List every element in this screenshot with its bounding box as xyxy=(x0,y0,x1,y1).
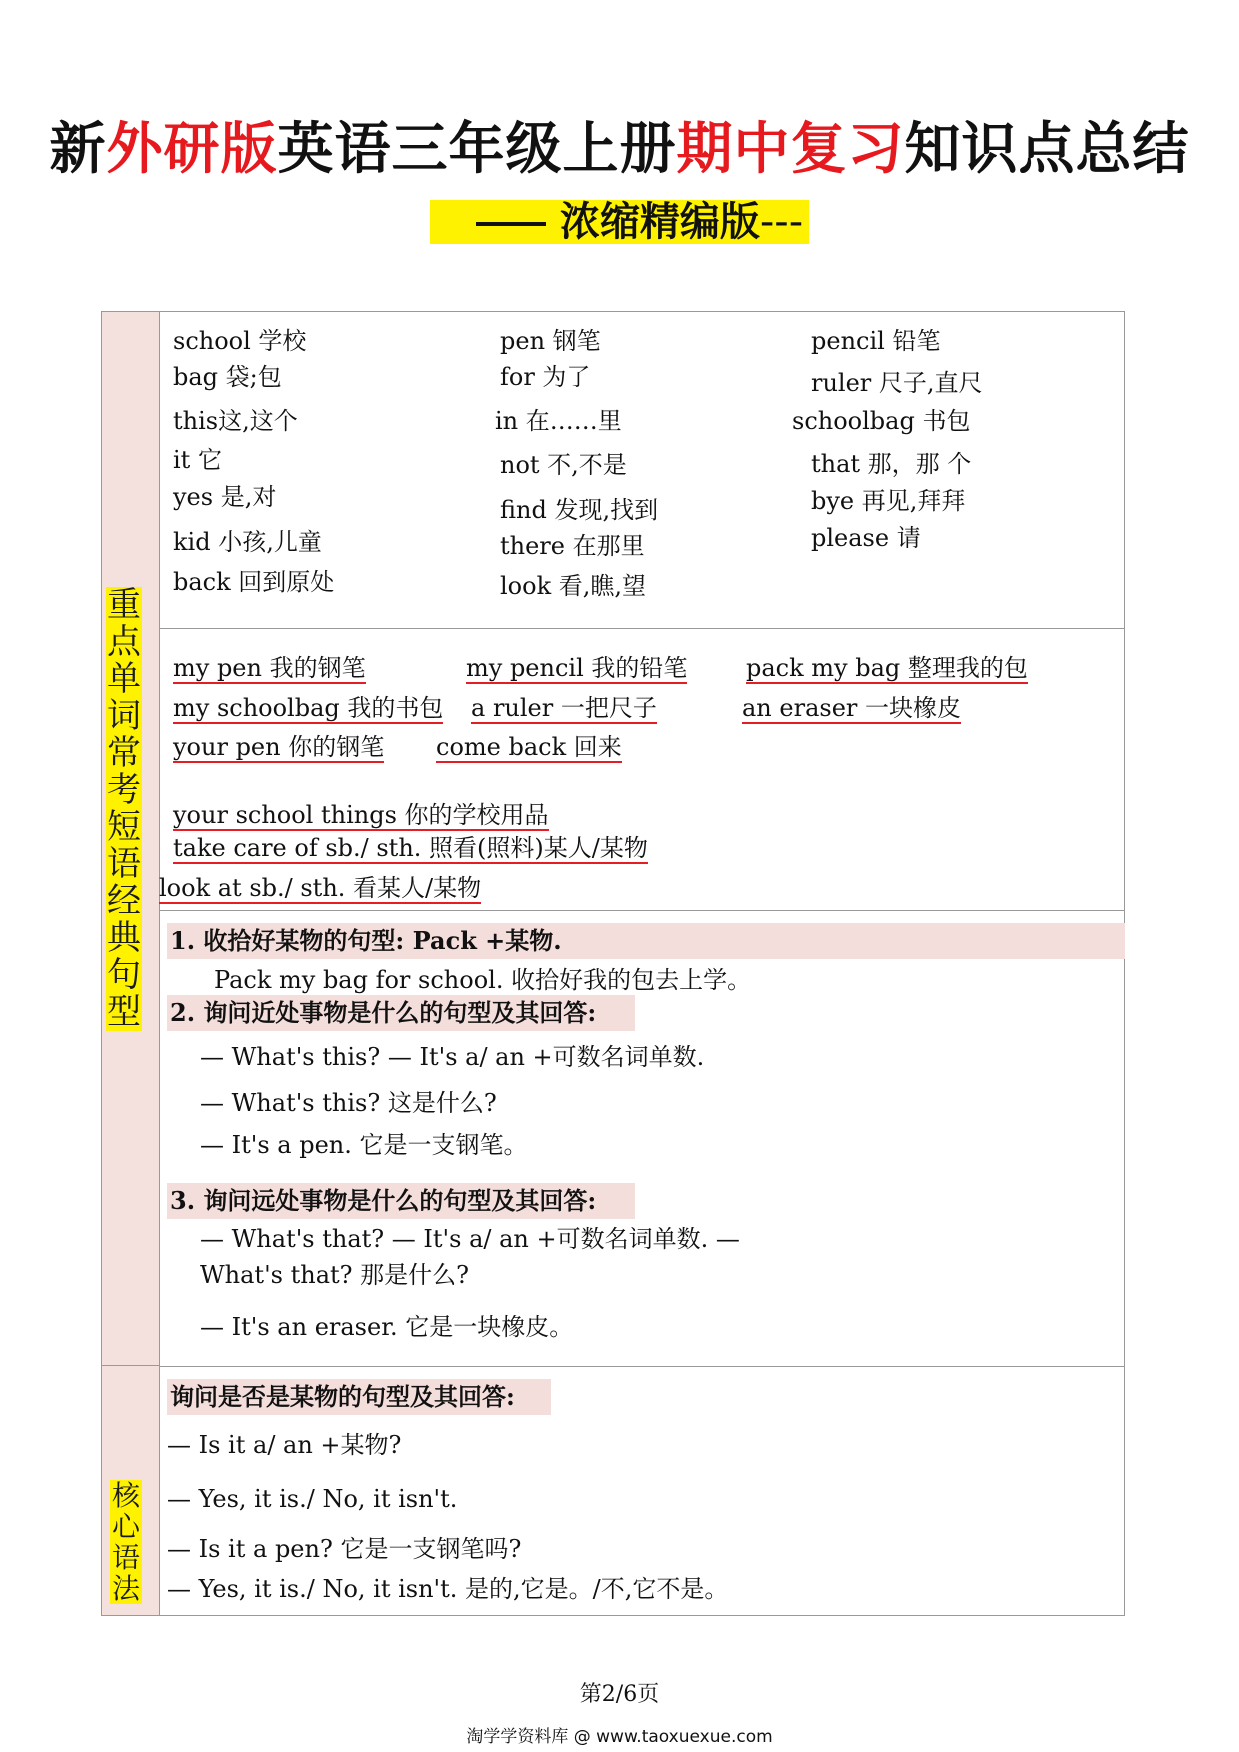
grammar-line: — Yes, it is./ No, it isn't. xyxy=(167,1485,458,1513)
word-item: schoolbag 书包 xyxy=(792,407,971,435)
word-item: that 那，那 个 xyxy=(811,450,972,478)
word-item: there 在那里 xyxy=(500,532,645,560)
subtitle-text: 浓缩精编版 xyxy=(559,199,760,245)
word-item: bye 再见,拜拜 xyxy=(811,487,966,515)
sidebar-section-2 xyxy=(102,1366,160,1615)
sidebar-section-1 xyxy=(102,312,160,1366)
sentence-line: — It's a pen. 它是一支钢笔。 xyxy=(200,1131,528,1159)
word-item: not 不,不是 xyxy=(500,451,627,479)
summary-table xyxy=(101,311,1125,1616)
page-number: 第2/6页 xyxy=(579,1682,660,1707)
phrase-item xyxy=(742,693,961,723)
row-divider xyxy=(160,628,1124,629)
phrase-item xyxy=(173,800,549,830)
grammar-line: — Yes, it is./ No, it isn't. 是的,它是。/不,它不是。 xyxy=(167,1575,729,1603)
sentence-line: Pack my bag for school. 收拾好我的包去上学。 xyxy=(214,966,752,994)
word-item: kid 小孩,儿童 xyxy=(173,528,322,556)
dash-decoration xyxy=(476,222,546,226)
grammar-heading: 询问是否是某物的句型及其回答: xyxy=(170,1382,515,1411)
phrase-item xyxy=(471,693,657,723)
sentence-line: — What's this? — It's a/ an +可数名词单数. xyxy=(200,1043,705,1071)
word-item: in 在……里 xyxy=(495,407,622,435)
phrase-text: pack my bag 整理我的包 xyxy=(746,654,1028,682)
sentence-line: — It's an eraser. 它是一块橡皮。 xyxy=(200,1313,574,1341)
phrase-text: your pen 你的钢笔 xyxy=(173,733,385,761)
phrase-text: an eraser 一块橡皮 xyxy=(742,694,961,722)
phrase-text: my pencil 我的铅笔 xyxy=(466,654,688,682)
sentence-heading: 1. 收拾好某物的句型: Pack +某物. xyxy=(170,926,562,955)
phrase-item xyxy=(173,653,366,683)
phrase-text: your school things 你的学校用品 xyxy=(173,801,549,829)
footer-watermark: 淘学学资料库 @ www.taoxuexue.com xyxy=(466,1727,773,1747)
phrase-text: a ruler 一把尺子 xyxy=(471,694,657,722)
word-item: bag 袋;包 xyxy=(173,363,282,391)
phrase-item xyxy=(746,653,1028,683)
word-item: this这,这个 xyxy=(173,407,298,435)
word-item: ruler 尺子,直尺 xyxy=(811,369,983,397)
word-item: pen 钢笔 xyxy=(500,327,601,355)
title-part: 新 xyxy=(49,117,107,182)
word-item: please 请 xyxy=(811,524,921,552)
grammar-line: — Is it a pen? 它是一支钢笔吗? xyxy=(167,1535,522,1563)
word-item: look 看,瞧,望 xyxy=(500,572,647,600)
subtitle-wrap xyxy=(0,200,1239,244)
phrase-item xyxy=(173,693,443,723)
subtitle-tail: --- xyxy=(759,199,804,245)
sentence-heading: 3. 询问远处事物是什么的句型及其回答: xyxy=(170,1186,597,1215)
sentence-line: — What's that? — It's a/ an +可数名词单数. — xyxy=(200,1225,740,1253)
phrase-item xyxy=(436,732,622,762)
title-part: 知识点总结 xyxy=(904,117,1190,182)
phrase-text: my pen 我的钢笔 xyxy=(173,654,366,682)
phrase-text: my schoolbag 我的书包 xyxy=(173,694,444,722)
word-item: yes 是,对 xyxy=(173,483,277,511)
word-item: find 发现,找到 xyxy=(500,496,659,524)
phrase-item xyxy=(466,653,687,683)
title-part-red: 期中复习 xyxy=(676,117,905,182)
phrase-item xyxy=(173,833,648,863)
sidebar-label-1: 重点单词常考短语经典句型 xyxy=(107,585,141,1032)
word-item: school 学校 xyxy=(173,327,307,355)
row-divider xyxy=(160,1366,1124,1367)
word-item: pencil 铅笔 xyxy=(811,327,941,355)
phrase-item xyxy=(159,873,481,903)
phrase-text: look at sb./ sth. 看某人/某物 xyxy=(159,874,482,902)
page-title xyxy=(0,105,1239,185)
sidebar-label-2: 核心语法 xyxy=(111,1479,140,1605)
grammar-line: — Is it a/ an +某物? xyxy=(167,1431,402,1459)
title-part-red: 外研版 xyxy=(106,117,278,182)
word-item: for 为了 xyxy=(500,363,591,391)
title-part: 英语三年级上册 xyxy=(277,117,677,182)
word-item: back 回到原处 xyxy=(173,568,335,596)
sentence-heading: 2. 询问近处事物是什么的句型及其回答: xyxy=(170,998,597,1027)
phrase-item xyxy=(173,732,384,762)
phrase-text: come back 回来 xyxy=(436,733,622,761)
row-divider xyxy=(160,910,1124,911)
sentence-line: What's that? 那是什么? xyxy=(200,1261,470,1289)
sentence-line: — What's this? 这是什么? xyxy=(200,1089,497,1117)
subtitle xyxy=(430,200,809,244)
word-item: it 它 xyxy=(173,446,222,474)
phrase-text: take care of sb./ sth. 照看(照料)某人/某物 xyxy=(173,834,648,862)
